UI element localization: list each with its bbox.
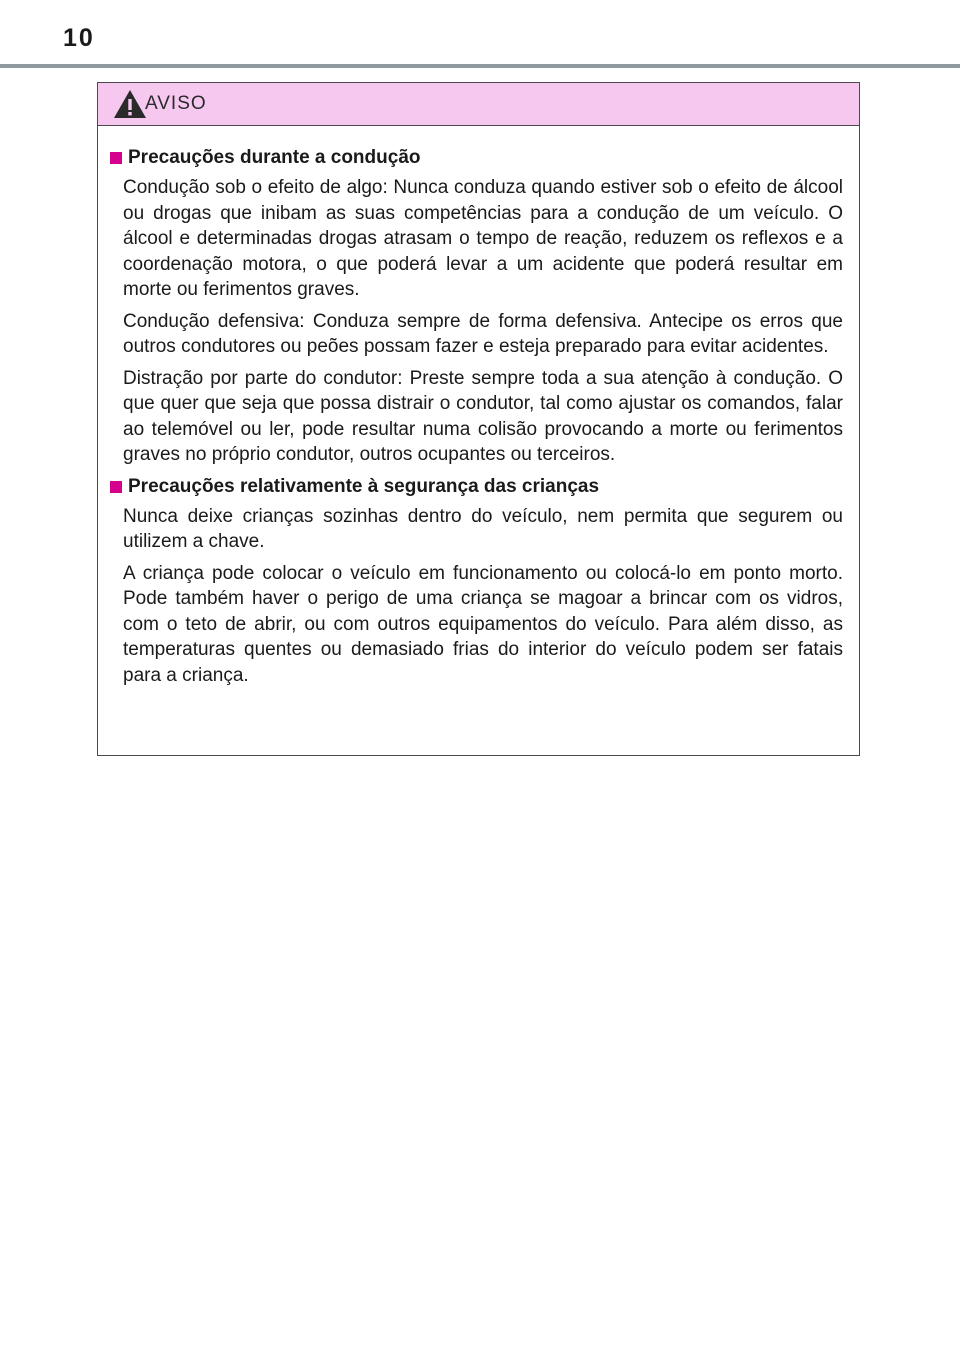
page-number: 10 [63, 24, 95, 52]
warning-triangle-icon [112, 88, 148, 120]
header-rule [0, 64, 960, 68]
warning-content [98, 126, 859, 688]
paragraph: Condução sob o efeito de algo: Nunca conduza quando estiver sob o efeito de álcool ou drogas que inibam as suas competências para a condução de um veículo. O álcool e determinadas drogas atrasam o tempo de reação, reduzem os reflexos e a coordenação motora, o que poderá levar a um acidente que poderá resultar em morte ou ferimentos graves. [123, 177, 843, 300]
warning-header [98, 83, 859, 126]
section-heading [110, 474, 843, 500]
section-child-safety [110, 474, 843, 689]
paragraph: Condução defensiva: Conduza sempre de forma defensiva. Antecipe os erros que outros condutores ou peões possam fazer e esteja preparado para evitar acidentes. [123, 310, 843, 357]
section-driving-precautions [110, 145, 843, 468]
square-bullet-icon [110, 481, 122, 493]
section-heading [110, 145, 843, 171]
warning-box [97, 82, 860, 756]
paragraph: Distração por parte do condutor: Preste sempre toda a sua atenção à condução. O que quer que seja que possa distrair o condutor, tal como ajustar os comandos, falar ao telemóvel ou ler, pode resultar numa colisão provocando a morte ou ferimentos graves no próprio condutor, outros ocupantes ou terceiros. [123, 367, 843, 465]
section-heading-text: Precauções durante a condução [128, 147, 421, 168]
warning-title: AVISO [145, 93, 207, 114]
paragraph: Nunca deixe crianças sozinhas dentro do veículo, nem permita que segurem ou utilizem a chave. [123, 505, 843, 552]
square-bullet-icon [110, 152, 122, 164]
paragraph: A criança pode colocar o veículo em funcionamento ou colocá-lo em ponto morto. Pode também haver o perigo de uma criança se magoar a brincar com os vidros, com o teto de abrir, ou com outros equipamentos do veículo. Para além disso, as temperaturas quentes ou demasiado frias do interior do veículo podem ser fatais para a criança. [123, 562, 843, 686]
section-heading-text: Precauções relativamente à segurança das crianças [128, 475, 600, 497]
